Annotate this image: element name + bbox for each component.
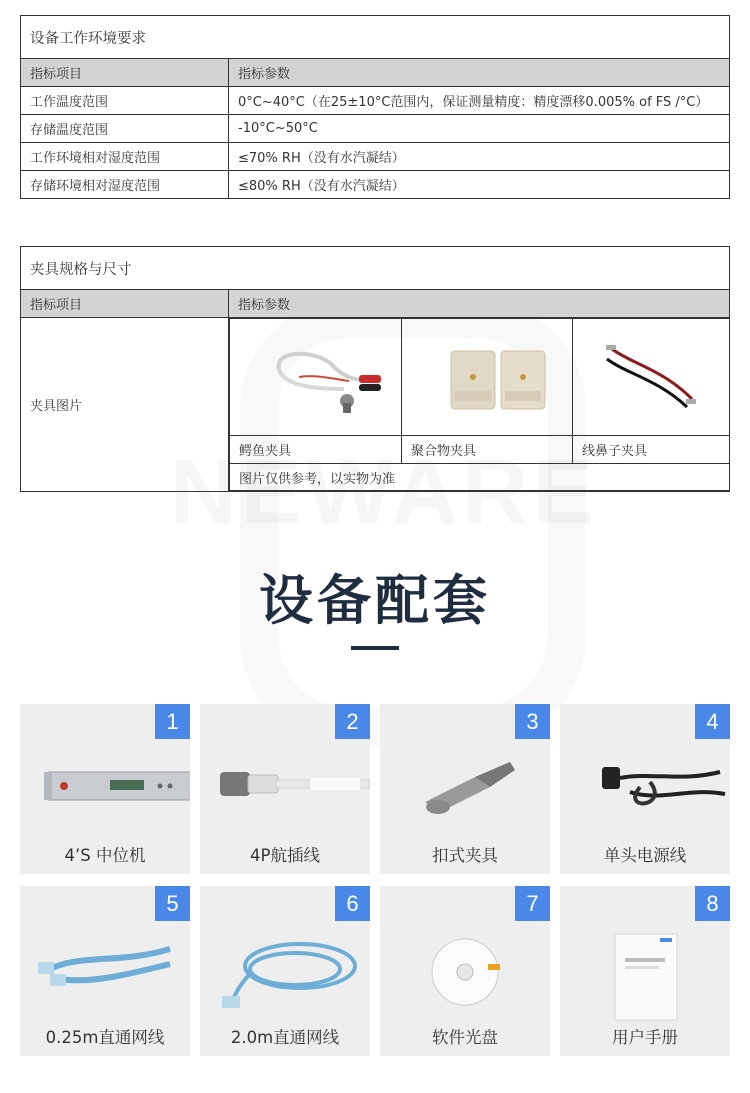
software-cd-icon	[380, 924, 550, 1024]
table-row	[21, 143, 730, 171]
accessory-card	[560, 704, 730, 874]
clamp-images-grid	[229, 318, 729, 491]
accessory-label: 4P航插线	[250, 846, 320, 865]
table-row	[21, 87, 730, 115]
accessory-card	[20, 704, 190, 874]
accessory-label: 单头电源线	[603, 846, 687, 865]
item-number-badge: 3	[515, 704, 550, 739]
item-number-badge: 8	[695, 886, 730, 921]
item-number-badge: 2	[335, 704, 370, 739]
table-row	[21, 171, 730, 199]
accessory-label: 用户手册	[612, 1028, 678, 1047]
item-number-badge: 5	[155, 886, 190, 921]
accessory-label: 软件光盘	[432, 1028, 498, 1047]
rack-unit-icon	[20, 742, 190, 842]
accessory-card	[20, 886, 190, 1056]
column-header: 指标参数	[229, 59, 730, 87]
lug-terminal-clamp-image	[573, 319, 730, 436]
alligator-clip-image	[230, 319, 402, 436]
row-value: ≤80% RH（没有水汽凝结）	[229, 171, 730, 199]
column-header: 指标项目	[21, 290, 229, 318]
polymer-clamp-image	[402, 319, 573, 436]
short-ethernet-cable-icon	[20, 924, 190, 1024]
row-item: 存储环境相对湿度范围	[21, 171, 229, 199]
long-ethernet-cable-icon	[200, 924, 370, 1024]
row-value: ≤70% RH（没有水汽凝结）	[229, 143, 730, 171]
accessory-label: 2.0m直通网线	[230, 1028, 340, 1047]
row-item: 工作环境相对湿度范围	[21, 143, 229, 171]
clamp-name: 鳄鱼夹具	[230, 436, 402, 464]
row-value: 0°C~40°C（在25±10°C范围内，保证测量精度：精度漂移0.005% of FS /°C）	[229, 87, 730, 115]
item-number-badge: 4	[695, 704, 730, 739]
accessory-card	[380, 704, 550, 874]
item-number-badge: 7	[515, 886, 550, 921]
accessory-label: 4’S 中位机	[64, 846, 146, 865]
row-item: 工作温度范围	[21, 87, 229, 115]
row-item: 存储温度范围	[21, 115, 229, 143]
clamp-name: 线鼻子夹具	[573, 436, 730, 464]
accessory-card	[560, 886, 730, 1056]
table-title: 夹具规格与尺寸	[21, 247, 730, 290]
user-manual-icon	[560, 924, 730, 1024]
item-number-badge: 6	[335, 886, 370, 921]
column-header: 指标参数	[229, 290, 730, 318]
accessory-label: 扣式夹具	[432, 846, 498, 865]
accessory-card	[200, 886, 370, 1056]
accessory-card	[200, 704, 370, 874]
row-value: -10°C~50°C	[229, 115, 730, 143]
clamp-specification-table	[20, 246, 730, 492]
clamp-name: 聚合物夹具	[402, 436, 573, 464]
table-row	[21, 115, 730, 143]
environment-requirements-table	[20, 15, 730, 199]
table-title: 设备工作环境要求	[21, 16, 730, 59]
section-underline	[351, 646, 399, 650]
image-disclaimer: 图片仅供参考，以实物为准	[230, 464, 730, 491]
coin-cell-clip-icon	[380, 742, 550, 842]
accessory-card	[380, 886, 550, 1056]
item-number-badge: 1	[155, 704, 190, 739]
aviation-plug-cable-icon	[200, 742, 370, 842]
accessory-label: 0.25m直通网线	[45, 1028, 165, 1047]
clamp-row-label: 夹具图片	[21, 318, 229, 492]
column-header: 指标项目	[21, 59, 229, 87]
power-cord-icon	[560, 742, 730, 842]
section-title: 设备配套	[259, 569, 491, 632]
